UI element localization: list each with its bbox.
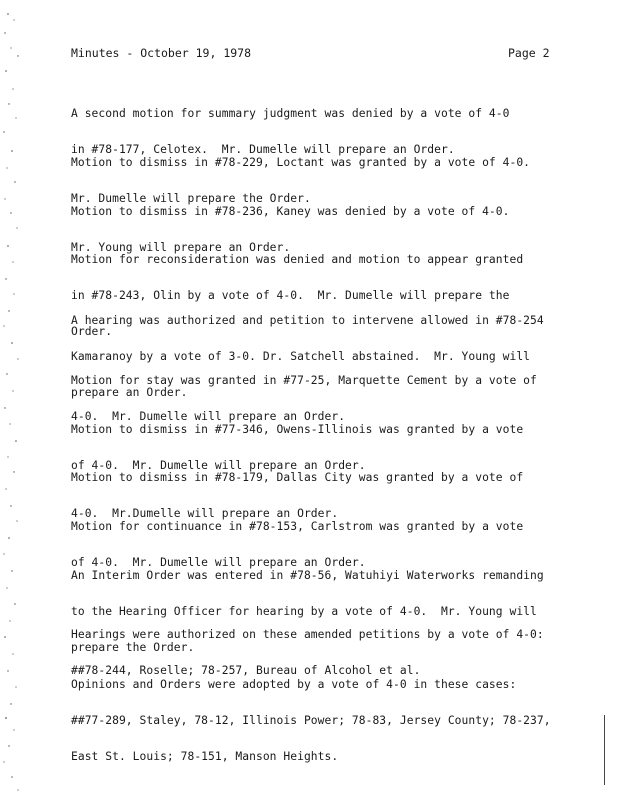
page-number: Page 2: [508, 46, 550, 60]
paragraph-line: A hearing was authorized and petition to intervene allowed in #78-254: [71, 314, 544, 327]
paragraph-line: ##77-289, Staley, 78-12, Illinois Power; 78-83, Jersey County; 78-237,: [71, 714, 551, 727]
paragraph-line: prepare the Order.: [71, 641, 195, 654]
paragraph-line: Mr. Young will prepare an Order.: [71, 241, 291, 254]
paragraph-line: 4-0. Mr.Dumelle will prepare an Order.: [71, 507, 339, 520]
paragraph-line: Motion for continuance in #78-153, Carlstrom was granted by a vote: [71, 520, 524, 533]
paragraph-line: in #78-177, Celotex. Mr. Dumelle will prepare an Order.: [71, 143, 455, 156]
paragraph-line: Opinions and Orders were adopted by a vote of 4-0 in these cases:: [71, 678, 517, 691]
paragraph-line: Motion to dismiss in #78-236, Kaney was denied by a vote of 4-0.: [71, 205, 510, 218]
paragraph-opinions: [71, 655, 581, 787]
paragraph-line: in #78-243, Olin by a vote of 4-0. Mr. Dumelle will prepare the: [71, 289, 510, 302]
paragraph-line: to the Hearing Officer for hearing by a vote of 4-0. Mr. Young will: [71, 605, 537, 618]
paragraph-line: Hearings were authorized on these amended petitions by a vote of 4-0:: [71, 628, 544, 641]
paragraph-line: Motion to dismiss in #78-179, Dallas City was granted by a vote of: [71, 471, 524, 484]
paragraph-line: Motion to dismiss in #77-346, Owens-Illinois was granted by a vote: [71, 423, 524, 436]
scan-edge-line: [604, 715, 605, 785]
paragraph-line: ##78-244, Roselle; 78-257, Bureau of Alcohol et al.: [71, 664, 421, 677]
paragraph-line: 4-0. Mr. Dumelle will prepare an Order.: [71, 410, 346, 423]
paragraph-line: A second motion for summary judgment was denied by a vote of 4-0: [71, 107, 510, 120]
paragraph-line: East St. Louis; 78-151, Manson Heights.: [71, 750, 339, 763]
paragraph-line: Motion for stay was granted in #77-25, Marquette Cement by a vote of: [71, 374, 537, 387]
paragraph-line: Mr. Dumelle will prepare the Order.: [71, 192, 311, 205]
paragraph-line: Order.: [71, 325, 113, 338]
paragraph-line: of 4-0. Mr. Dumelle will prepare an Order.: [71, 556, 366, 569]
paragraph-line: of 4-0. Mr. Dumelle will prepare an Order.: [71, 459, 366, 472]
minutes-title: Minutes - October 19, 1978: [71, 46, 252, 60]
paragraph-line: An Interim Order was entered in #78-56, Watuhiyi Waterworks remanding: [71, 569, 544, 582]
paragraph-line: prepare an Order.: [71, 386, 188, 399]
paragraph-line: Motion for reconsideration was denied and motion to appear granted: [71, 253, 524, 266]
paragraph-line: Kamaranoy by a vote of 3-0. Dr. Satchell abstained. Mr. Young will: [71, 350, 531, 363]
scan-margin-specks: [0, 0, 40, 800]
paragraph-line: Motion to dismiss in #78-229, Loctant was granted by a vote of 4-0.: [71, 156, 531, 169]
